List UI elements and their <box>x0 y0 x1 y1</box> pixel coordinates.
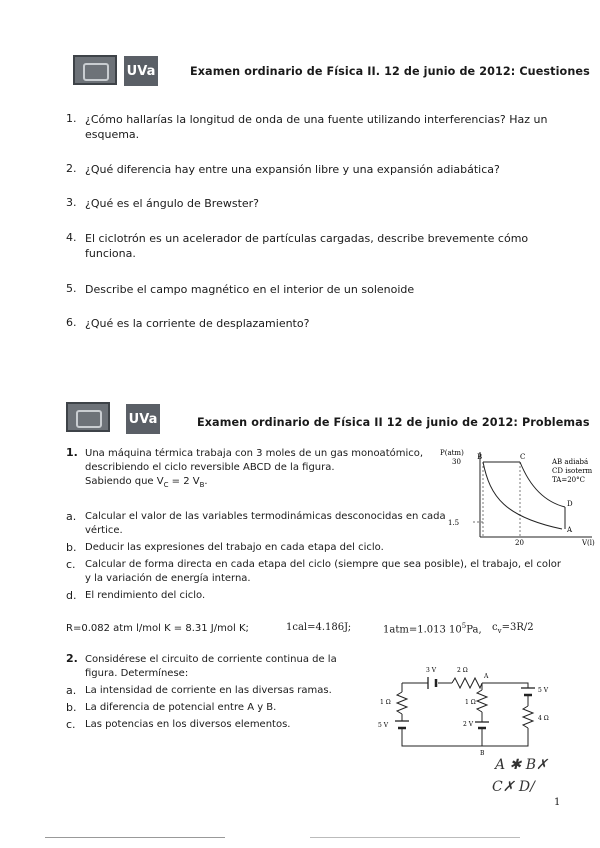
uva-logo: UVa <box>124 56 158 86</box>
problem-intro: describiendo el ciclo reversible ABCD de la figura. <box>85 462 335 473</box>
condition-text: Sabiendo que V <box>85 476 164 487</box>
question-text: Describe el campo magnético en el interior de un solenoide <box>85 283 415 296</box>
problem-number: 2. <box>66 652 78 665</box>
item-letter: b. <box>66 541 77 554</box>
point-b-label: B <box>477 453 483 461</box>
item-text: El rendimiento del ciclo. <box>85 590 206 601</box>
legend-line: CD isoterm <box>552 467 593 475</box>
cv-text: =3R/2 <box>501 622 534 633</box>
label-top-voltage: 3 V <box>426 667 437 674</box>
label-right-resistance: 4 Ω <box>538 715 549 722</box>
item-text: Las potencias en los diversos elementos. <box>85 719 291 730</box>
question-number: 4. <box>66 231 77 244</box>
pv-diagram <box>440 442 600 547</box>
adiabat-ab <box>483 462 562 529</box>
wire-gap <box>400 692 404 714</box>
exponent: 5 <box>461 622 467 630</box>
point-a-label: A <box>567 526 573 534</box>
item-letter: a. <box>66 684 77 697</box>
constant-r: R=0.082 atm l/mol K = 8.31 J/mol K; <box>66 623 249 634</box>
circuit-diagram <box>370 658 570 758</box>
resistor-top <box>452 678 482 688</box>
item-text: Calcular de forma directa en cada etapa del ciclo (siempre que sea posible), el trabajo, el color y la variación de energía interna. <box>85 559 561 584</box>
question-number: 3. <box>66 196 77 209</box>
question-text: El ciclotrón es un acelerador de partículas cargadas, describe brevemente cómo funciona. <box>85 232 529 260</box>
x-tick: 20 <box>515 539 524 547</box>
label-left-voltage: 5 V <box>378 722 389 729</box>
problem-intro: Una máquina térmica trabaja con 3 moles de un gas monoatómico, <box>85 448 424 459</box>
atm-text: 1atm=1.013 10 <box>383 624 462 636</box>
constant-cal: 1cal=4.186J; <box>286 622 352 633</box>
item-letter: c. <box>66 558 76 571</box>
subscript: B <box>199 481 205 489</box>
item-text: La intensidad de corriente en las diversas ramas. <box>85 685 332 696</box>
x-axis-label: V(l) <box>582 539 595 547</box>
y-axis-label: P(atm) <box>440 449 464 457</box>
item-text: La diferencia de potencial entre A y B. <box>85 702 277 713</box>
point-c-label: C <box>520 453 526 461</box>
label-top-resistance: 2 Ω <box>457 667 468 674</box>
label-right-voltage: 5 V <box>538 687 549 694</box>
y-tick-high: 30 <box>452 458 461 466</box>
point-d-label: D <box>567 500 573 508</box>
legend-line: AB adiabá <box>552 458 589 466</box>
page-number: 1 <box>554 797 561 808</box>
handwritten-grade-line: C✗ D/ <box>492 779 535 795</box>
legend-line: TA=20°C <box>552 476 585 484</box>
question-text: ¿Qué es el ángulo de Brewster? <box>85 197 260 210</box>
question-text: ¿Cómo hallarías la longitud de onda de una fuente utilizando interferencias? Haz un esquema. <box>85 113 548 141</box>
condition-text: . <box>204 476 208 487</box>
problem-number: 1. <box>66 446 78 459</box>
question-number: 6. <box>66 316 77 329</box>
question-text: ¿Qué es la corriente de desplazamiento? <box>85 317 310 330</box>
resistor-mid <box>477 690 487 712</box>
item-text: Deducir las expresiones del trabajo en cada etapa del ciclo. <box>85 542 384 553</box>
handwritten-grade-line: A ✱ B✗ <box>495 757 548 773</box>
wire-gap <box>526 706 530 728</box>
problem-intro: Considérese el circuito de corriente continua de la <box>85 654 337 665</box>
page-title-cuestiones: Examen ordinario de Física II. 12 de junio de 2012: Cuestiones <box>190 65 590 78</box>
uva-logo: UVa <box>126 404 160 434</box>
university-logo-emblem <box>73 55 117 85</box>
problem-intro: figura. Determínese: <box>85 668 189 679</box>
item-letter: a. <box>66 510 77 523</box>
question-text: ¿Qué diferencia hay entre una expansión libre y una expansión adiabática? <box>85 163 500 176</box>
atm-text: Pa, <box>466 624 482 636</box>
item-letter: d. <box>66 589 77 602</box>
condition-text: = 2 V <box>168 476 200 487</box>
cv-text: c <box>492 622 498 633</box>
item-letter: b. <box>66 701 77 714</box>
constant-cv <box>492 622 534 635</box>
question-number: 5. <box>66 282 77 295</box>
label-mid-resistance: 1 Ω <box>465 699 476 706</box>
question-number: 2. <box>66 162 77 175</box>
constant-atm <box>383 622 482 635</box>
item-text: Calcular el valor de las variables termodinámicas desconocidas en cada vértice. <box>85 511 446 536</box>
node-a-label: A <box>484 673 489 680</box>
problem-intro-condition <box>85 475 208 493</box>
page-title-problemas: Examen ordinario de Física II 12 de junio de 2012: Problemas <box>197 416 590 429</box>
wire <box>402 683 528 746</box>
node-b-label: B <box>480 750 485 757</box>
university-logo-emblem <box>66 402 110 432</box>
question-number: 1. <box>66 112 77 125</box>
subscript: C <box>163 481 169 489</box>
label-mid-voltage: 2 V <box>463 721 474 728</box>
y-tick-low: 1.5 <box>448 519 460 527</box>
subscript: v <box>497 627 502 635</box>
bottom-edge-line <box>310 837 520 838</box>
bottom-edge-line <box>45 837 225 838</box>
label-left-resistance: 1 Ω <box>380 699 391 706</box>
item-letter: c. <box>66 718 76 731</box>
